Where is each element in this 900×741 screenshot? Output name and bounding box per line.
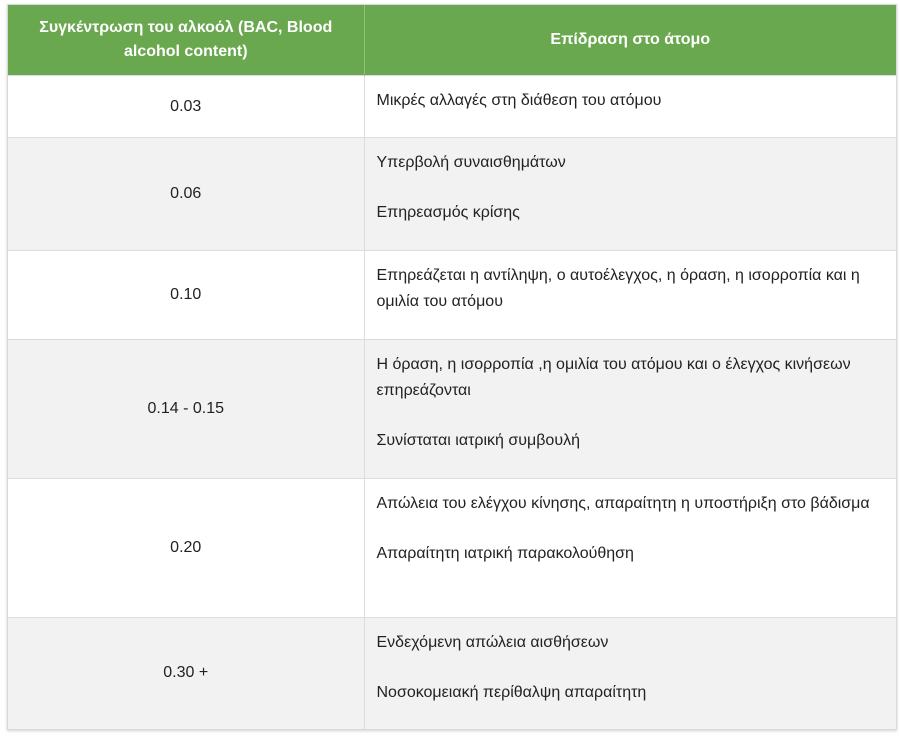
effect-text: Η όραση, η ισορροπία ,η ομιλία του ατόμου και ο έλεγχος κινήσεων επηρεάζονται [376, 356, 851, 399]
bac-value: 0.30 + [8, 618, 364, 729]
effect-cell [364, 618, 896, 729]
header-effect: Επίδραση στο άτομο [364, 5, 896, 76]
bac-value: 0.14 - 0.15 [8, 340, 364, 479]
table-row [8, 138, 896, 251]
effect-cell [364, 76, 896, 138]
effect-text: Επηρεάζεται η αντίληψη, ο αυτοέλεγχος, η όραση, η ισορροπία και η ομιλία του ατόμου [376, 267, 860, 310]
effect-text: Μικρές αλλαγές στη διάθεση του ατόμου [376, 92, 662, 109]
effect-text: Ενδεχόμενη απώλεια αισθήσεων [376, 634, 609, 651]
effect-cell [364, 479, 896, 618]
effect-text: Υπερβολή συναισθημάτων [376, 154, 566, 171]
effect-text: Επηρεασμός κρίσης [376, 204, 520, 221]
table [8, 5, 896, 729]
effect-text: Απώλεια του ελέγχου κίνησης, απαραίτητη η υποστήριξη στο βάδισμα [376, 495, 870, 512]
table-row [8, 479, 896, 618]
effect-text: Νοσοκομειακή περίθαλψη απαραίτητη [376, 684, 647, 701]
header-concentration: Συγκέντρωση του αλκοόλ (BAC, Blood alcohol content) [8, 5, 364, 76]
bac-value: 0.10 [8, 251, 364, 340]
effect-cell [364, 251, 896, 340]
effect-text: Απαραίτητη ιατρική παρακολούθηση [376, 545, 634, 562]
effect-cell [364, 340, 896, 479]
table-header-row [8, 5, 896, 76]
bac-value: 0.03 [8, 76, 364, 138]
effect-text: Συνίσταται ιατρική συμβουλή [376, 432, 580, 449]
effect-cell [364, 138, 896, 251]
table-row [8, 340, 896, 479]
table-row [8, 618, 896, 729]
table-row [8, 251, 896, 340]
table-row [8, 76, 896, 138]
bac-value: 0.20 [8, 479, 364, 618]
bac-value: 0.06 [8, 138, 364, 251]
bac-effects-table [7, 4, 897, 730]
